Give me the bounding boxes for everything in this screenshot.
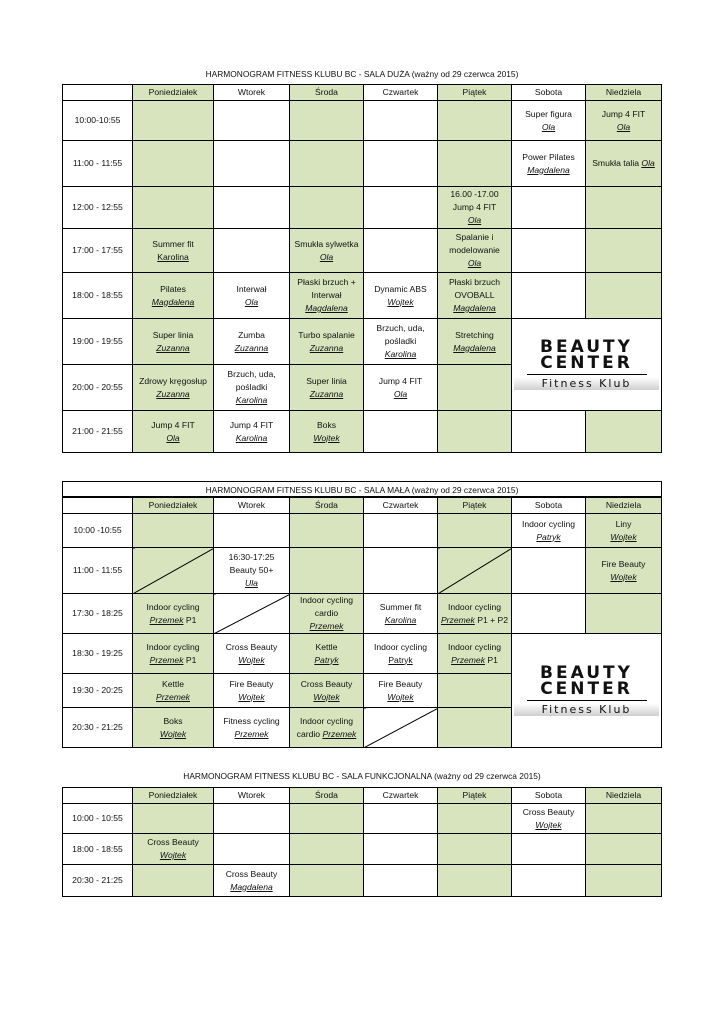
class-cell (290, 273, 364, 319)
class-name: Dynamic ABS (374, 283, 427, 294)
class-name: Indoor cycling (373, 641, 428, 652)
day-header: Środa (290, 498, 364, 514)
empty-cell (214, 229, 290, 273)
time-slot: 18:00 - 18:55 (63, 273, 133, 319)
group-tag: P1 + P2 (477, 614, 509, 625)
logo-subtitle: Fitness Klub (541, 377, 632, 390)
class-detail: OVOBALL (454, 290, 495, 300)
class-cell (214, 674, 290, 708)
class-cell (438, 187, 512, 229)
class-cell (438, 273, 512, 319)
class-name: Cross Beauty (300, 678, 353, 689)
empty-cell (438, 674, 512, 708)
time-slot: 18:30 - 19:25 (63, 634, 133, 674)
class-name: Fire Beauty (601, 558, 646, 569)
time-slot: 20:30 - 21:25 (63, 865, 133, 897)
instructor-name: Wojtek (387, 296, 414, 307)
empty-cell (512, 834, 586, 865)
class-cell (214, 319, 290, 365)
schedule-table (62, 787, 662, 897)
schedule-row (63, 634, 662, 674)
class-name: Cross Beauty (225, 868, 278, 879)
empty-cell (290, 187, 364, 229)
empty-cell (438, 141, 512, 187)
class-cell (290, 365, 364, 411)
empty-cell (586, 229, 662, 273)
empty-cell (364, 411, 438, 453)
class-name: 16:30-17:25 (228, 552, 275, 562)
class-name: Boks (163, 715, 183, 726)
class-cell (214, 548, 290, 594)
empty-cell (133, 141, 214, 187)
class-cell (290, 674, 364, 708)
class-cell (512, 101, 586, 141)
logo-text: CENTER (540, 679, 633, 699)
schedule-row (63, 229, 662, 273)
group-tag: P1 (185, 614, 197, 625)
empty-cell (586, 804, 662, 834)
class-cell (133, 229, 214, 273)
instructor-name: Przemek (156, 691, 190, 702)
instructor-name: Przemek (440, 614, 475, 625)
empty-cell (512, 229, 586, 273)
instructor-name: Ola (244, 296, 259, 307)
schedule-row (63, 273, 662, 319)
schedule-row (63, 319, 662, 365)
instructor-name: Ola (319, 251, 334, 262)
empty-cell (290, 834, 364, 865)
class-cell (133, 411, 214, 453)
class-name: Pilates (160, 283, 186, 294)
time-slot: 21:00 - 21:55 (63, 411, 133, 453)
time-slot: 10:00 - 10:55 (63, 804, 133, 834)
schedule-caption: HARMONOGRAM FITNESS KLUBU BC - SALA DUŻA (ważny od 29 czerwca 2015) (205, 69, 519, 79)
schedule-row (63, 834, 662, 865)
empty-cell (133, 101, 214, 141)
empty-cell (438, 804, 512, 834)
logo-subtitle: Fitness Klub (541, 703, 632, 716)
empty-cell (364, 101, 438, 141)
closed-cell (214, 594, 290, 634)
class-cell (290, 634, 364, 674)
instructor-name: Karolina (235, 432, 268, 443)
class-cell (214, 273, 290, 319)
class-name: Summer fit (152, 238, 194, 249)
day-header: Wtorek (214, 85, 290, 101)
empty-cell (364, 548, 438, 594)
schedule-row (63, 594, 662, 634)
empty-cell (133, 187, 214, 229)
class-name: Boks (316, 419, 337, 430)
empty-cell (290, 141, 364, 187)
day-header: Niedziela (586, 85, 662, 101)
empty-cell (512, 594, 586, 634)
empty-cell (290, 548, 364, 594)
empty-cell (290, 514, 364, 548)
class-name: Cross Beauty (147, 837, 199, 847)
beauty-center-logo (514, 339, 659, 390)
instructor-name: Wojtek (387, 691, 414, 702)
group-tag: P1 (487, 654, 498, 665)
empty-cell (364, 514, 438, 548)
empty-cell (438, 101, 512, 141)
instructor-name: Ola (166, 432, 180, 443)
class-cell (133, 365, 214, 411)
day-header: Wtorek (214, 788, 290, 804)
instructor-name: Zuzanna (234, 342, 269, 353)
class-cell (214, 634, 290, 674)
empty-cell (364, 141, 438, 187)
logo-text: CENTER (540, 353, 633, 373)
empty-cell (133, 865, 214, 897)
time-slot: 19:30 - 20:25 (63, 674, 133, 708)
class-cell (133, 634, 214, 674)
class-name: Turbo spalanie (298, 329, 355, 340)
instructor-name: Wojtek (159, 728, 187, 739)
time-slot: 20:30 - 21:25 (63, 708, 133, 748)
class-name: Zdrowy kręgosłup (139, 375, 207, 386)
class-cell (364, 674, 438, 708)
instructor-name: Przemek (451, 654, 485, 665)
day-header: Piątek (438, 498, 512, 514)
class-name: Indoor cycling (146, 641, 200, 652)
class-name: Power Pilates (522, 151, 575, 162)
day-header: Sobota (512, 85, 586, 101)
instructor-name: Magdalena (305, 303, 348, 313)
class-cell (214, 865, 290, 897)
class-cell (133, 273, 214, 319)
empty-cell (586, 594, 662, 634)
class-cell (586, 548, 662, 594)
instructor-name: Magdalena (527, 164, 570, 175)
class-name: Cross Beauty (522, 806, 575, 817)
empty-cell (364, 834, 438, 865)
day-header: Sobota (512, 498, 586, 514)
class-name: Płaski brzuch (448, 277, 501, 287)
closed-cell (364, 708, 438, 748)
class-detail: Jump 4 FIT (452, 202, 497, 212)
day-header: Czwartek (364, 498, 438, 514)
instructor-name: Magdalena (230, 881, 273, 892)
instructor-name: Wojtek (238, 691, 265, 702)
instructor-name: Karolina (157, 251, 189, 262)
time-slot: 17:00 - 17:55 (63, 229, 133, 273)
closed-cell (438, 548, 512, 594)
class-detail: Interwał (311, 290, 342, 300)
class-cell (364, 594, 438, 634)
class-cell (290, 411, 364, 453)
logo-divider (527, 374, 647, 375)
empty-cell (512, 548, 586, 594)
day-header: Sobota (512, 788, 586, 804)
header-corner (63, 498, 133, 514)
class-name: Stretching (455, 329, 494, 340)
empty-cell (438, 834, 512, 865)
day-header: Piątek (438, 85, 512, 101)
instructor-name: Magdalena (151, 296, 195, 307)
class-cell (512, 514, 586, 548)
class-name: Kettle (162, 678, 184, 689)
empty-cell (438, 411, 512, 453)
time-slot: 17:30 - 18:25 (63, 594, 133, 634)
logo-text: BEAUTY (540, 337, 633, 357)
time-slot: 11:00 - 11:55 (63, 548, 133, 594)
instructor-name: Karolina (384, 614, 417, 625)
class-cell (214, 365, 290, 411)
schedule-row (63, 101, 662, 141)
empty-cell (290, 865, 364, 897)
day-header-row (63, 788, 662, 804)
day-header: Wtorek (214, 498, 290, 514)
day-header: Niedziela (586, 788, 662, 804)
class-name: Super linia (152, 329, 194, 340)
empty-cell (214, 834, 290, 865)
schedule-table (62, 84, 662, 453)
class-name: Jump 4 FIT (378, 375, 423, 386)
instructor-name: Wojtek (610, 571, 637, 582)
empty-cell (290, 804, 364, 834)
class-cell (438, 319, 512, 365)
empty-cell (214, 804, 290, 834)
time-slot: 18:00 - 18:55 (63, 834, 133, 865)
day-header: Piątek (438, 788, 512, 804)
instructor-name: Wojtek (238, 654, 265, 665)
schedule-caption: HARMONOGRAM FITNESS KLUBU BC - SALA FUNKCJONALNA (ważny od 29 czerwca 2015) (183, 771, 541, 781)
instructor-name: Patryk (536, 531, 561, 542)
instructor-name: Ola (641, 158, 655, 168)
class-name: Fire Beauty (229, 678, 274, 689)
logo-cell (512, 319, 662, 411)
instructor-name: Przemek (322, 728, 357, 739)
empty-cell (438, 865, 512, 897)
class-cell (438, 634, 512, 674)
schedule-row (63, 187, 662, 229)
instructor-name: Wojtek (313, 691, 340, 702)
time-slot: 10:00 -10:55 (63, 514, 133, 548)
day-header: Poniedziałek (133, 788, 214, 804)
instructor-name: Karolina (235, 395, 268, 405)
empty-cell (438, 514, 512, 548)
instructor-name: Ola (616, 121, 631, 132)
empty-cell (512, 865, 586, 897)
class-cell (364, 319, 438, 365)
class-cell (290, 594, 364, 634)
class-cell (512, 141, 586, 187)
instructor-name: Ola (467, 215, 482, 225)
class-name: 16.00 -17.00 (450, 189, 499, 199)
instructor-name: Przemek (309, 621, 344, 631)
class-name: Indoor cycling (447, 641, 502, 652)
class-cell (133, 708, 214, 748)
schedule-row (63, 804, 662, 834)
class-detail: cardio (314, 608, 339, 618)
class-name: Indoor cycling (299, 715, 354, 726)
empty-cell (586, 865, 662, 897)
class-detail: Beauty 50+ (229, 565, 274, 575)
class-name: Kettle (315, 641, 338, 652)
class-name: Indoor cycling (447, 601, 502, 612)
class-name: Interwał (236, 283, 267, 294)
logo-cell (512, 634, 662, 748)
instructor-name: Magdalena (453, 303, 496, 313)
instructor-name: Zuzanna (309, 388, 344, 399)
instructor-name: Zuzanna (156, 342, 190, 353)
empty-cell (364, 229, 438, 273)
class-name: Smukła talia (592, 158, 640, 168)
day-header: Czwartek (364, 788, 438, 804)
class-name: Indoor cycling (521, 518, 576, 529)
instructor-name: Wojtek (535, 819, 562, 830)
schedule-row (63, 514, 662, 548)
class-name: Płaski brzuch + (297, 277, 356, 287)
day-header: Środa (290, 85, 364, 101)
class-name: Indoor cycling (299, 595, 354, 605)
schedule-row (63, 411, 662, 453)
class-cell (438, 594, 512, 634)
empty-cell (214, 141, 290, 187)
empty-cell (290, 101, 364, 141)
instructor-name: Magdalena (453, 342, 496, 353)
class-cell (290, 319, 364, 365)
instructor-name: Przemek (234, 728, 269, 739)
empty-cell (586, 411, 662, 453)
instructor-name: Przemek (149, 614, 184, 625)
class-name: Brzuch, uda, (227, 369, 276, 379)
instructor-name: Wojtek (610, 531, 637, 542)
time-slot: 20:00 - 20:55 (63, 365, 133, 411)
class-cell (586, 101, 662, 141)
empty-cell (364, 865, 438, 897)
class-name: Fitness cycling (223, 715, 280, 726)
schedule-caption: HARMONOGRAM FITNESS KLUBU BC - SALA MAŁA (ważny od 29 czerwca 2015) (62, 481, 662, 497)
instructor-name: Ola (467, 258, 482, 268)
schedule-row (63, 548, 662, 594)
time-slot: 12:00 - 12:55 (63, 187, 133, 229)
day-header: Czwartek (364, 85, 438, 101)
class-name: Summer fit (379, 601, 422, 612)
class-cell (364, 273, 438, 319)
instructor-name: Patryk (388, 654, 413, 665)
header-corner (63, 85, 133, 101)
empty-cell (133, 804, 214, 834)
class-name: Super linia (306, 375, 347, 386)
instructor-name: Patryk (314, 654, 339, 665)
empty-cell (133, 514, 214, 548)
class-cell (133, 319, 214, 365)
day-header: Niedziela (586, 498, 662, 514)
schedule-row (63, 865, 662, 897)
class-name: Zumba (238, 329, 265, 340)
class-name: Liny (615, 518, 632, 529)
class-name: Brzuch, uda, (376, 323, 425, 333)
instructor-name: Zuzanna (309, 342, 344, 353)
empty-cell (214, 514, 290, 548)
instructor-name: Przemek (149, 654, 184, 665)
class-detail: modelowanie (449, 245, 500, 255)
logo-divider (527, 700, 647, 701)
instructor-name: Wojtek (159, 850, 187, 860)
empty-cell (214, 187, 290, 229)
class-cell (214, 708, 290, 748)
class-cell (586, 141, 662, 187)
class-name: Jump 4 FIT (229, 419, 274, 430)
class-name: Spalanie i (455, 232, 494, 242)
day-header: Poniedziałek (133, 498, 214, 514)
schedule-row (63, 141, 662, 187)
class-detail: pośladki (235, 382, 268, 392)
closed-cell (133, 548, 214, 594)
class-cell (290, 708, 364, 748)
empty-cell (586, 834, 662, 865)
instructor-name: Zuzanna (156, 388, 190, 399)
class-cell (438, 229, 512, 273)
group-tag: P1 (185, 654, 197, 665)
time-slot: 11:00 - 11:55 (63, 141, 133, 187)
class-name: Cross Beauty (225, 641, 278, 652)
class-name: Jump 4 FIT (601, 108, 646, 119)
empty-cell (586, 187, 662, 229)
class-name: Jump 4 FIT (151, 419, 195, 430)
class-detail: cardio (296, 728, 321, 739)
class-cell (133, 834, 214, 865)
time-slot: 10:00-10:55 (63, 101, 133, 141)
empty-cell (512, 411, 586, 453)
empty-cell (364, 187, 438, 229)
empty-cell (438, 365, 512, 411)
class-detail: pośladki (384, 336, 417, 346)
class-name: Fire Beauty (378, 678, 423, 689)
beauty-center-logo (514, 665, 659, 716)
day-header-row (63, 85, 662, 101)
class-name: Indoor cycling (146, 601, 200, 612)
class-cell (364, 634, 438, 674)
day-header-row (63, 498, 662, 514)
time-slot: 19:00 - 19:55 (63, 319, 133, 365)
empty-cell (364, 804, 438, 834)
class-cell (133, 594, 214, 634)
instructor-name: Ola (541, 121, 556, 132)
schedule-table (62, 497, 662, 748)
empty-cell (438, 708, 512, 748)
class-cell (512, 804, 586, 834)
class-cell (586, 514, 662, 548)
day-header: Poniedziałek (133, 85, 214, 101)
header-corner (63, 788, 133, 804)
instructor-name: Ula (245, 578, 258, 588)
logo-text: BEAUTY (540, 663, 633, 683)
empty-cell (214, 101, 290, 141)
empty-cell (586, 273, 662, 319)
empty-cell (512, 187, 586, 229)
class-cell (133, 674, 214, 708)
class-cell (214, 411, 290, 453)
class-cell (290, 229, 364, 273)
class-name: Super figura (525, 108, 572, 119)
class-cell (364, 365, 438, 411)
class-name: Smukła sylwetka (294, 238, 359, 249)
instructor-name: Wojtek (313, 432, 340, 443)
empty-cell (512, 273, 586, 319)
day-header: Środa (290, 788, 364, 804)
instructor-name: Ola (393, 388, 408, 399)
instructor-name: Karolina (384, 349, 417, 359)
